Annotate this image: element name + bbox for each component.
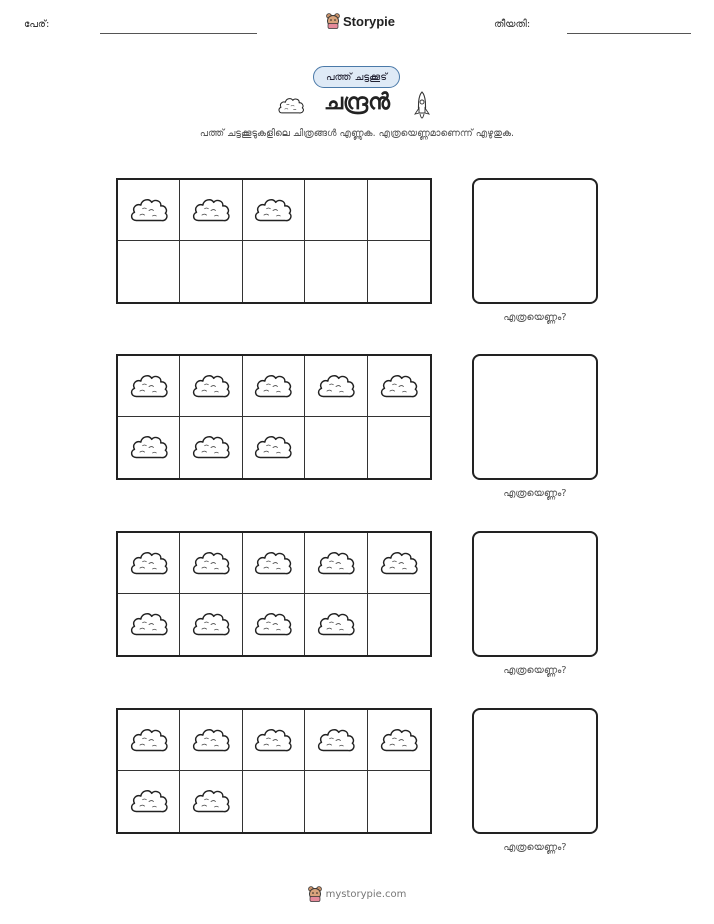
ten-frame-cell bbox=[118, 533, 180, 594]
cloud-icon bbox=[191, 787, 231, 816]
rocket-icon bbox=[414, 91, 430, 123]
date-label: തീയതി: bbox=[494, 19, 531, 30]
ten-frame-cell bbox=[368, 533, 430, 594]
ten-frame-cell bbox=[118, 241, 180, 302]
cloud-icon bbox=[316, 372, 356, 401]
ten-frame-cell bbox=[368, 710, 430, 771]
ten-frame-cell bbox=[180, 710, 242, 771]
ten-frame-cell bbox=[368, 417, 430, 478]
cloud-icon bbox=[253, 610, 293, 639]
ten-frame-cell bbox=[243, 180, 305, 241]
name-line[interactable] bbox=[100, 33, 257, 34]
brand-name: Storypie bbox=[343, 13, 396, 29]
bear-icon bbox=[308, 886, 322, 902]
ten-frame-cell bbox=[243, 594, 305, 655]
ten-frame-cell bbox=[305, 417, 367, 478]
cloud-icon bbox=[191, 372, 231, 401]
instructions: പത്ത് ചട്ടക്കൂടുകളിലെ ചിത്രങ്ങൾ എണ്ണുക. എത്രയെണ്ണമാണെന്ന് എഴുതുക. bbox=[199, 128, 515, 139]
ten-frame-cell bbox=[180, 771, 242, 832]
ten-frame-cell bbox=[180, 594, 242, 655]
how-many-label: എത്രയെണ്ണം? bbox=[503, 312, 567, 323]
cloud-icon bbox=[379, 372, 419, 401]
cloud-icon bbox=[253, 196, 293, 225]
cloud-icon bbox=[316, 549, 356, 578]
worksheet-badge: പത്ത് ചട്ടക്കൂട് bbox=[313, 66, 400, 88]
answer-box[interactable] bbox=[472, 178, 598, 304]
how-many-label: എത്രയെണ്ണം? bbox=[503, 665, 567, 676]
ten-frame-cell bbox=[305, 710, 367, 771]
ten-frame-cell bbox=[305, 356, 367, 417]
ten-frame-cell bbox=[305, 241, 367, 302]
brand-logo bbox=[326, 13, 395, 29]
ten-frame-cell bbox=[305, 533, 367, 594]
date-line[interactable] bbox=[567, 33, 691, 34]
footer-site: mystorypie.com bbox=[325, 888, 407, 900]
cloud-icon bbox=[129, 726, 169, 755]
ten-frame-cell bbox=[243, 241, 305, 302]
answer-box[interactable] bbox=[472, 708, 598, 834]
name-label: പേര്: bbox=[24, 19, 50, 30]
cloud-icon bbox=[379, 549, 419, 578]
cloud-icon bbox=[316, 610, 356, 639]
cloud-icon bbox=[129, 610, 169, 639]
cloud-icon bbox=[191, 610, 231, 639]
ten-frame-cell bbox=[368, 180, 430, 241]
cloud-icon bbox=[253, 433, 293, 462]
cloud-icon bbox=[129, 433, 169, 462]
ten-frame-cell bbox=[368, 356, 430, 417]
page-footer bbox=[0, 886, 714, 902]
cloud-icon bbox=[129, 372, 169, 401]
ten-frame bbox=[116, 354, 432, 480]
ten-frame-cell bbox=[305, 594, 367, 655]
bear-icon bbox=[326, 13, 340, 29]
ten-frame-cell bbox=[368, 241, 430, 302]
ten-frame-cell bbox=[118, 594, 180, 655]
cloud-icon bbox=[316, 726, 356, 755]
ten-frame-cell bbox=[118, 710, 180, 771]
ten-frame-cell bbox=[243, 710, 305, 771]
cloud-icon bbox=[253, 726, 293, 755]
cloud-icon bbox=[129, 787, 169, 816]
ten-frame-cell bbox=[368, 594, 430, 655]
ten-frame-cell bbox=[368, 771, 430, 832]
cloud-icon bbox=[191, 549, 231, 578]
ten-frame-cell bbox=[180, 533, 242, 594]
ten-frame bbox=[116, 708, 432, 834]
cloud-icon bbox=[129, 549, 169, 578]
ten-frame-cell bbox=[243, 533, 305, 594]
ten-frame-cell bbox=[243, 356, 305, 417]
ten-frame-cell bbox=[118, 771, 180, 832]
ten-frame-cell bbox=[118, 356, 180, 417]
how-many-label: എത്രയെണ്ണം? bbox=[503, 488, 567, 499]
ten-frame-cell bbox=[180, 417, 242, 478]
ten-frame-cell bbox=[118, 180, 180, 241]
how-many-label: എത്രയെണ്ണം? bbox=[503, 842, 567, 853]
ten-frame bbox=[116, 178, 432, 304]
answer-box[interactable] bbox=[472, 531, 598, 657]
cloud-icon bbox=[253, 372, 293, 401]
cloud-icon bbox=[191, 726, 231, 755]
ten-frame-cell bbox=[180, 180, 242, 241]
ten-frame-cell bbox=[180, 241, 242, 302]
ten-frame-cell bbox=[180, 356, 242, 417]
ten-frame-cell bbox=[305, 771, 367, 832]
ten-frame bbox=[116, 531, 432, 657]
cloud-icon bbox=[191, 196, 231, 225]
cloud-icon bbox=[253, 549, 293, 578]
answer-box[interactable] bbox=[472, 354, 598, 480]
ten-frame-cell bbox=[243, 417, 305, 478]
ten-frame-cell bbox=[243, 771, 305, 832]
cloud-icon bbox=[379, 726, 419, 755]
ten-frame-cell bbox=[305, 180, 367, 241]
page-title: ചന്ദ്രൻ bbox=[324, 90, 390, 115]
cloud-icon bbox=[129, 196, 169, 225]
ten-frame-cell bbox=[118, 417, 180, 478]
cloud-icon bbox=[191, 433, 231, 462]
